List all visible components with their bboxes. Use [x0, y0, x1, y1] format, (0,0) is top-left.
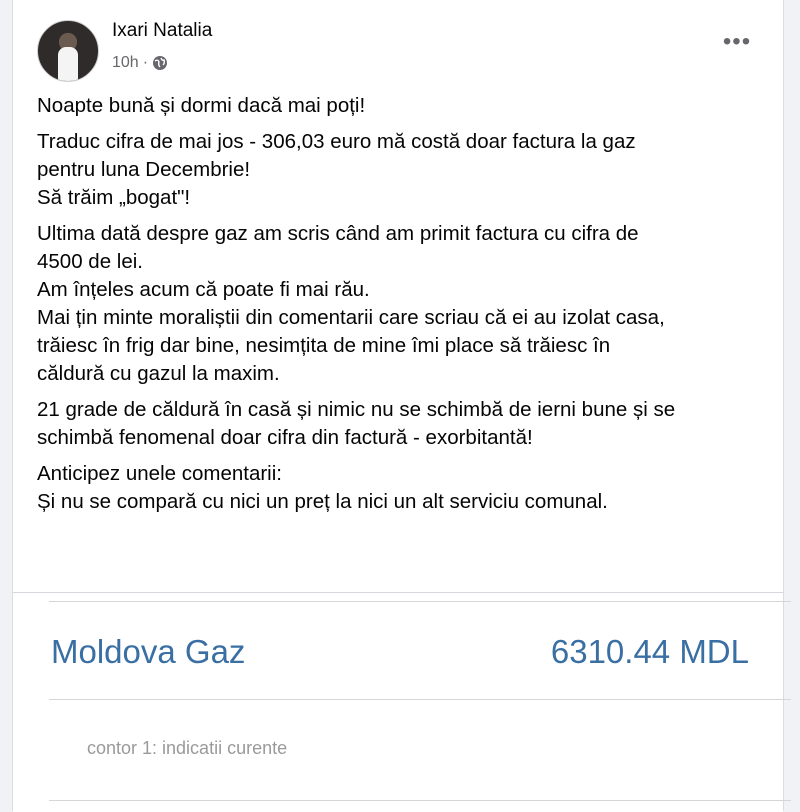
post-text: [37, 92, 767, 524]
post-paragraph: 21 grade de căldură în casă și nimic nu se schimbă de ierni bune și se schimbă fenomenal doar cifra din factură - exorbitantă!: [37, 398, 676, 449]
provider-name: Moldova Gaz: [51, 633, 246, 670]
divider: [49, 699, 791, 700]
divider: [49, 601, 791, 602]
post-header: [37, 14, 767, 84]
avatar[interactable]: [37, 20, 99, 82]
bill-screenshot[interactable]: [13, 592, 783, 812]
divider: [49, 800, 791, 801]
post-paragraph: Traduc cifra de mai jos - 306,03 euro mă costă doar factura la gaz pentru luna Decembrie! Să trăim „bogat"!: [37, 130, 636, 209]
post-meta: [112, 54, 168, 72]
more-options-icon[interactable]: •••: [722, 28, 752, 55]
post-time[interactable]: 10h: [112, 54, 139, 71]
meter-label: contor 1: indicatii curente: [87, 738, 288, 758]
post-paragraph: Noapte bună și dormi dacă mai poți!: [37, 94, 366, 117]
facebook-post: [12, 0, 784, 811]
author-name[interactable]: Ixari Natalia: [112, 20, 213, 41]
meta-separator: ·: [142, 54, 149, 71]
bill-amount: 6310.44 MDL: [550, 633, 749, 670]
globe-icon: [152, 55, 168, 71]
post-paragraph: Ultima dată despre gaz am scris când am primit factura cu cifra de 4500 de lei. Am înțeles acum că poate fi mai rău. Mai țin minte moraliștii din comentarii care scriau că ei au izolat casa, trăiesc în frig dar bine, nesimțita de mine îmi place să trăiesc în căldură cu gazul la maxim.: [37, 222, 665, 385]
post-paragraph: Anticipez unele comentarii: Și nu se compară cu nici un preț la nici un alt serviciu comunal.: [37, 462, 608, 513]
